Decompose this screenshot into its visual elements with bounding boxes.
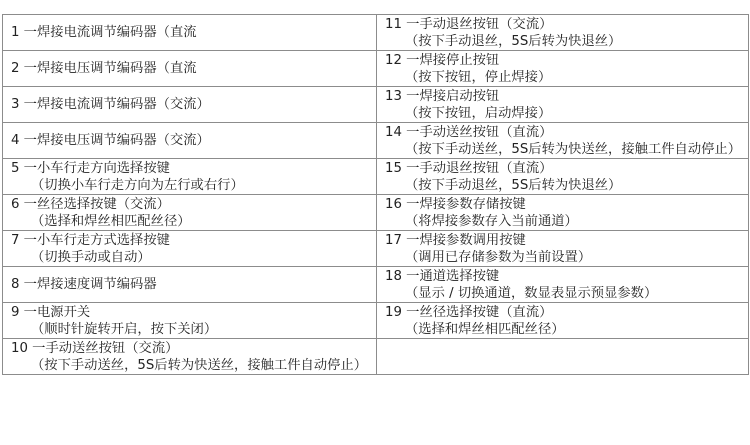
legend-cell-right [377, 87, 749, 123]
legend-item-title: 17 一焊接参数调用按键 [385, 232, 526, 248]
legend-item-description: （按下按钮，停止焊接） [405, 69, 552, 85]
legend-cell-left [3, 51, 377, 87]
legend-item-description: （选择和焊丝相匹配丝径） [405, 321, 565, 337]
legend-cell-right [377, 15, 749, 51]
legend-item-description: （将焊接参数存入当前通道） [405, 213, 578, 229]
legend-item-title: 15 一手动退丝按钮（直流） [385, 160, 553, 176]
legend-item-description: （显示 / 切换通道，数显表显示预显参数） [405, 285, 658, 301]
legend-item-description: （按下按钮，启动焊接） [405, 105, 552, 121]
legend-item-description: （按下手动送丝，5S后转为快送丝，接触工件自动停止） [405, 141, 742, 157]
legend-row [3, 87, 749, 123]
legend-item-title: 5 一小车行走方向选择按键 [11, 160, 170, 176]
legend-row [3, 195, 749, 231]
legend-item-title: 14 一手动送丝按钮（直流） [385, 124, 553, 140]
legend-item-title: 13 一焊接启动按钮 [385, 88, 500, 104]
legend-row [3, 303, 749, 339]
legend-cell-left [3, 339, 377, 375]
legend-item-description: （按下手动退丝，5S后转为快退丝） [405, 177, 622, 193]
legend-item-title: 2 一焊接电压调节编码器（直流 [11, 61, 197, 76]
legend-item-title: 3 一焊接电流调节编码器（交流） [11, 97, 210, 112]
legend-item-title: 10 一手动送丝按钮（交流） [11, 340, 179, 356]
legend-cell-left [3, 231, 377, 267]
legend-item-description: （选择和焊丝相匹配丝径） [31, 213, 191, 229]
legend-cell-right [377, 231, 749, 267]
legend-item-description: （按下手动送丝，5S后转为快送丝，接触工件自动停止） [31, 357, 368, 373]
legend-row [3, 123, 749, 159]
legend-cell-left [3, 303, 377, 339]
legend-item-description: （按下手动退丝，5S后转为快退丝） [405, 33, 622, 49]
legend-item-title: 1 一焊接电流调节编码器（直流 [11, 25, 197, 40]
legend-item-description: （切换小车行走方向为左行或右行） [31, 177, 244, 193]
legend-item-description: （顺时针旋转开启，按下关闭） [31, 321, 218, 337]
legend-item-title: 9 一电源开关 [11, 304, 91, 320]
legend-cell-right [377, 123, 749, 159]
legend-row [3, 51, 749, 87]
legend-item-title: 18 一通道选择按键 [385, 268, 500, 284]
legend-cell-right [377, 51, 749, 87]
legend-cell-left [3, 123, 377, 159]
legend-cell-left [3, 15, 377, 51]
legend-item-title: 19 一丝径选择按键（直流） [385, 304, 553, 320]
legend-cell-left [3, 267, 377, 303]
legend-item-description: （切换手动或自动） [31, 249, 151, 265]
legend-item-title: 8 一焊接速度调节编码器 [11, 277, 157, 292]
legend-cell-left [3, 159, 377, 195]
legend-row [3, 267, 749, 303]
legend-row [3, 231, 749, 267]
legend-item-title: 16 一焊接参数存储按键 [385, 196, 526, 212]
legend-item-title: 12 一焊接停止按钮 [385, 52, 500, 68]
legend-cell-left [3, 87, 377, 123]
legend-row [3, 339, 749, 375]
legend-item-title: 7 一小车行走方式选择按键 [11, 232, 170, 248]
legend-cell-right [377, 303, 749, 339]
legend-cell-left [3, 195, 377, 231]
legend-item-title: 4 一焊接电压调节编码器（交流） [11, 133, 210, 148]
legend-item-title: 6 一丝径选择按键（交流） [11, 196, 170, 212]
legend-cell-right [377, 195, 749, 231]
legend-row [3, 159, 749, 195]
legend-cell-right [377, 159, 749, 195]
legend-item-title: 11 一手动退丝按钮（交流） [385, 16, 553, 32]
legend-body [3, 15, 749, 375]
legend-row [3, 15, 749, 51]
legend-cell-right [377, 267, 749, 303]
legend-cell-right [377, 339, 749, 375]
legend-table [2, 14, 749, 375]
legend-item-description: （调用已存储参数为当前设置） [405, 249, 592, 265]
